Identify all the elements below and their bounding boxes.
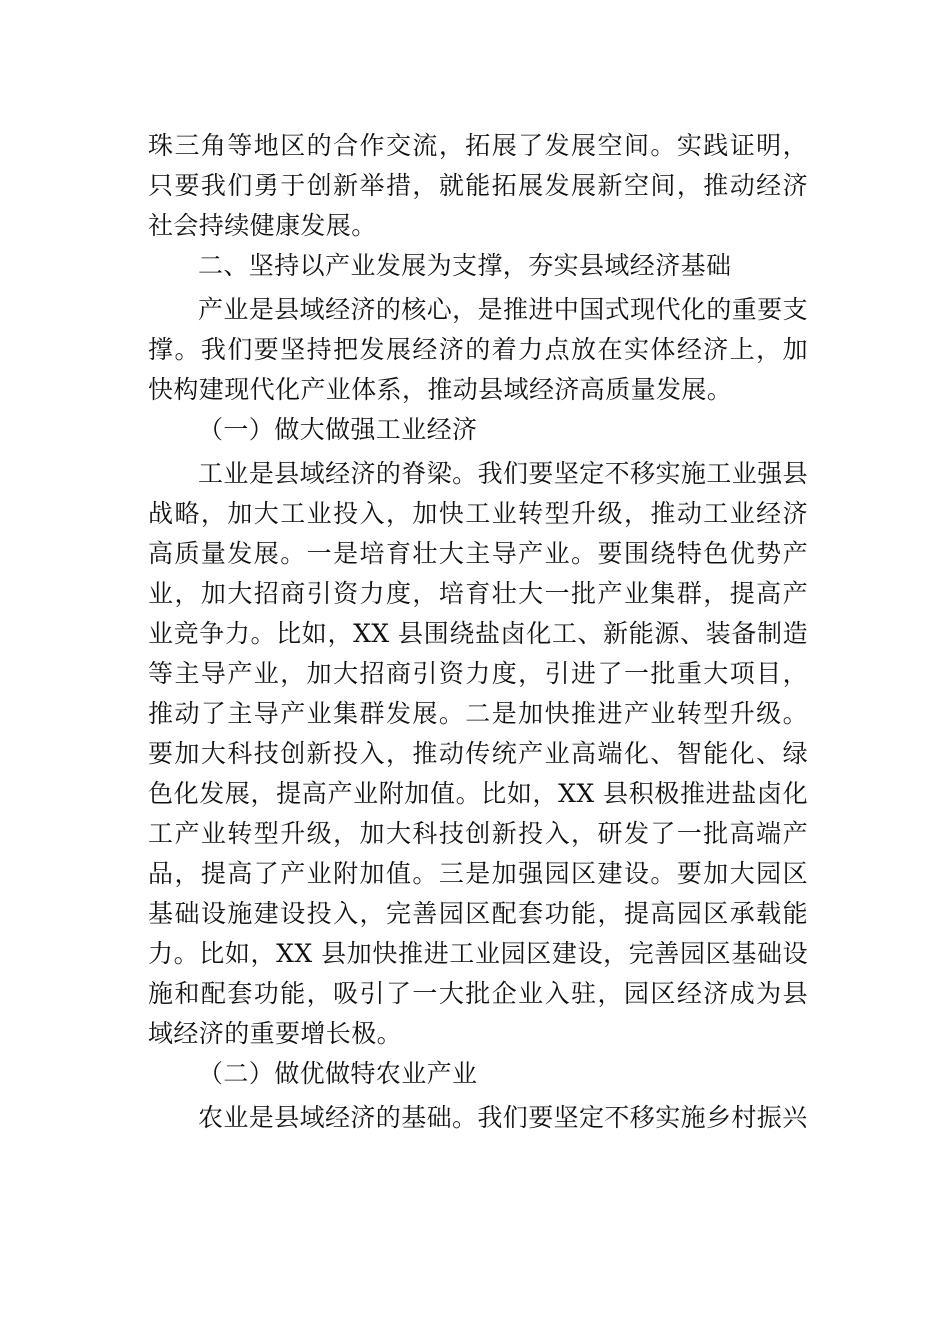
subsection-heading-1: （一）做大做强工业经济: [198, 415, 478, 444]
paragraph-industry-core: 产业是县域经济的核心，是推进中国式现代化的重要支撑。我们要坚持把发展经济的着力点放在实体经济上，加快构建现代化产业体系，推动县域经济高质量发展。: [148, 295, 808, 404]
subsection-heading-2: （二）做优做特农业产业: [198, 1059, 478, 1088]
paragraph-industrial-economy: 工业是县域经济的脊梁。我们要坚定不移实施工业强县战略，加大工业投入，加快工业转型升级，推动工业经济高质量发展。一是培育壮大主导产业。要围绕特色优势产业，加大招商引资力度，培育壮大一批产业集群，提高产业竞争力。比如，XX 县围绕盐卤化工、新能源、装备制造等主导产业，加大招商引资力度，引进了一批重大项目，推动了主导产业集群发展。二是加快推进产业转型升级。要加大科技创新投入，推动传统产业高端化、智能化、绿色化发展，提高产业附加值。比如，XX 县积极推进盐卤化工产业转型升级，加大科技创新投入，研发了一批高端产品，提高了产业附加值。三是加强园区建设。要加大园区基础设施建设投入，完善园区配套功能，提高园区承载能力。比如，XX 县加快推进工业园区建设，完善园区基础设施和配套功能，吸引了一大批企业入驻，园区经济成为县域经济的重要增长极。: [148, 459, 808, 1048]
paragraph-continuation: 珠三角等地区的合作交流，拓展了发展空间。实践证明，只要我们勇于创新举措，就能拓展发展新空间，推动经济社会持续健康发展。: [148, 131, 808, 240]
document-page: [148, 126, 808, 1138]
section-heading-2: 二、坚持以产业发展为支撑，夯实县域经济基础: [198, 251, 732, 280]
paragraph-agriculture: 农业是县域经济的基础。我们要坚定不移实施乡村振兴: [198, 1103, 808, 1132]
